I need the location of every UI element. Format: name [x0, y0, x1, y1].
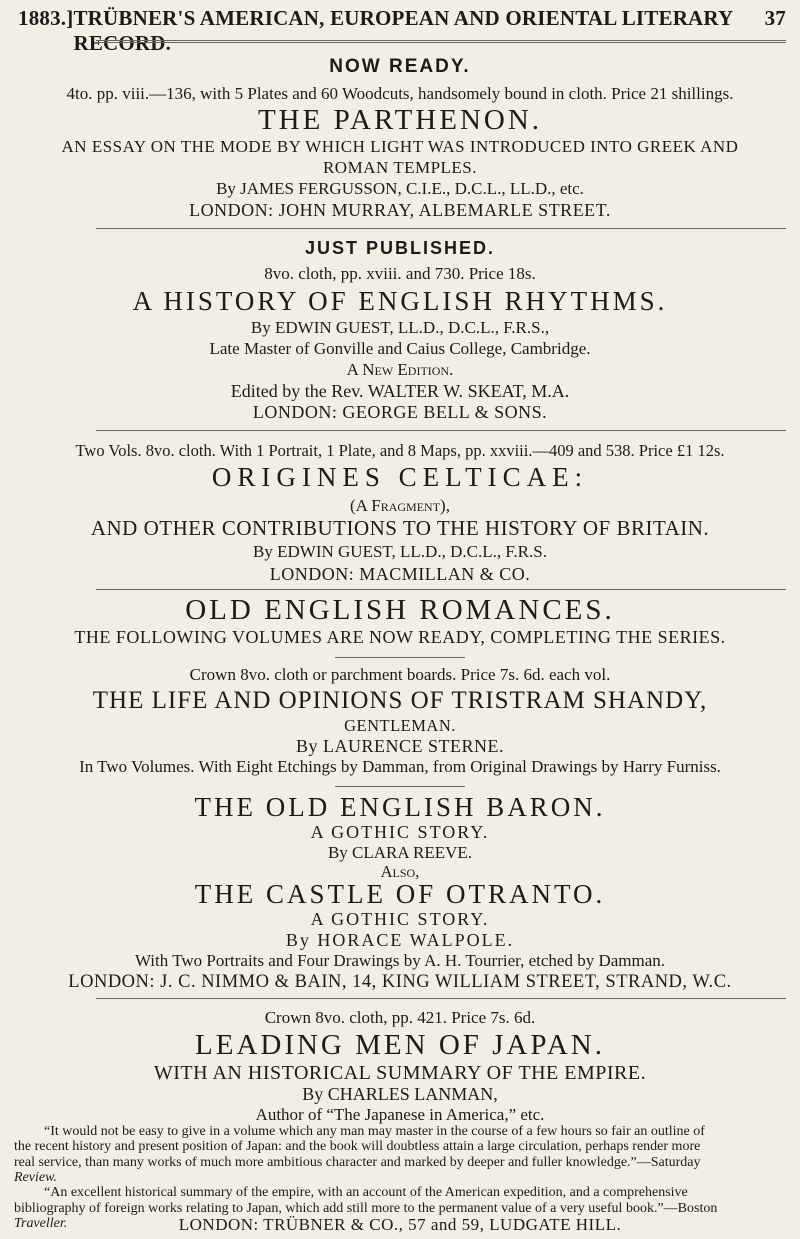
book2-subtitle: A GOTHIC STORY. [310, 822, 490, 842]
ad1-publisher: LONDON: JOHN MURRAY, ALBEMARLE STREET. [189, 200, 611, 220]
review-2-line-3: Traveller. [14, 1215, 68, 1231]
ad4-title: OLD ENGLISH ROMANCES. [185, 594, 615, 626]
book2-author: By CLARA REEVE. [327, 843, 473, 862]
ad3-subtitle-2: AND OTHER CONTRIBUTIONS TO THE HISTORY OF BRITAIN. [90, 516, 710, 540]
ad5-format: Crown 8vo. cloth, pp. 421. Price 7s. 6d. [264, 1008, 536, 1027]
review-1-line-3: real service, than many works of much more ambitious character and marked by deeper and fuller knowledge.”—Saturday [14, 1154, 701, 1170]
ad1-subtitle-1: AN ESSAY ON THE MODE BY WHICH LIGHT WAS INTRODUCED INTO GREEK AND [61, 137, 739, 156]
ad5-publisher: LONDON: TRÜBNER & CO., 57 and 59, LUDGATE HILL. [178, 1215, 622, 1234]
book1-author: By LAURENCE STERNE. [295, 736, 504, 756]
book2-title: THE OLD ENGLISH BARON. [194, 792, 606, 822]
book3-author: By HORACE WALPOLE. [285, 930, 515, 950]
divider [96, 228, 786, 229]
book1-note: In Two Volumes. With Eight Etchings by Damman, from Original Drawings by Harry Furniss. [79, 757, 721, 776]
header-date: 1883.] [18, 6, 74, 30]
ad1-subtitle-2: ROMAN TEMPLES. [322, 158, 478, 177]
ad5-title: LEADING MEN OF JAPAN. [195, 1029, 605, 1061]
running-head [18, 6, 786, 55]
header-journal-title: TRÜBNER'S AMERICAN, EUROPEAN AND ORIENTAL LITERARY RECORD. [73, 6, 733, 55]
review-2-line-1: “An excellent historical summary of the empire, with an account of the American expedition, and a comprehensive [44, 1185, 688, 1201]
divider [96, 430, 786, 431]
ad5-author-desc: Author of “The Japanese in America,” etc. [255, 1105, 545, 1124]
book1-subtitle: GENTLEMAN. [344, 716, 456, 735]
ad5-subtitle: WITH AN HISTORICAL SUMMARY OF THE EMPIRE. [153, 1062, 647, 1084]
ad1-author: By JAMES FERGUSSON, C.I.E., D.C.L., LL.D., etc. [216, 179, 584, 198]
ad4-subtitle: THE FOLLOWING VOLUMES ARE NOW READY, COMPLETING THE SERIES. [74, 627, 726, 647]
divider [96, 589, 786, 590]
ad4-publisher: LONDON: J. C. NIMMO & BAIN, 14, KING WILLIAM STREET, STRAND, W.C. [68, 972, 732, 992]
ad2-author: By EDWIN GUEST, LL.D., D.C.L., F.R.S., [250, 318, 550, 337]
ad2-edition: A New Edition. [346, 360, 454, 379]
ad2-banner: JUST PUBLISHED. [304, 238, 496, 258]
ad3-format: Two Vols. 8vo. cloth. With 1 Portrait, 1 Plate, and 8 Maps, pp. xxviii.—409 and 538. Price £1 12s. [75, 441, 725, 460]
divider [96, 998, 786, 999]
ad3-publisher: LONDON: MACMILLAN & CO. [269, 564, 531, 584]
ad2-publisher: LONDON: GEORGE BELL & SONS. [252, 402, 548, 422]
ad2-editor: Edited by the Rev. WALTER W. SKEAT, M.A. [230, 381, 570, 401]
ad1-title: THE PARTHENON. [257, 104, 543, 136]
also-label: Also, [380, 862, 420, 881]
review-1-line-1: “It would not be easy to give in a volume which any man may master in the course of a few hours so fair an outline of [44, 1124, 705, 1139]
book3-note: With Two Portraits and Four Drawings by A. H. Tourrier, etched by Damman. [134, 951, 666, 970]
ad2-format: 8vo. cloth, pp. xviii. and 730. Price 18s. [264, 264, 536, 283]
review-1-line-2: the recent history and present position of Japan: and the book will doubtless attain a large circulation, perhaps render more [14, 1139, 701, 1155]
book1-title: THE LIFE AND OPINIONS OF TRISTRAM SHANDY, [92, 687, 708, 714]
ad4-format: Crown 8vo. cloth or parchment boards. Price 7s. 6d. each vol. [189, 665, 611, 684]
ad2-author-desc: Late Master of Gonville and Caius College, Cambridge. [209, 339, 591, 358]
ad1-format: 4to. pp. viii.—136, with 5 Plates and 60 Woodcuts, handsomely bound in cloth. Price 21 shillings. [66, 84, 734, 103]
book3-subtitle: A GOTHIC STORY. [310, 909, 490, 929]
ad3-title: ORIGINES CELTICAE: [211, 462, 589, 492]
review-1-line-4: Review. [14, 1169, 57, 1185]
ad3-author: By EDWIN GUEST, LL.D., D.C.L., F.R.S. [253, 542, 547, 561]
header-rule [96, 40, 786, 43]
book3-title: THE CASTLE OF OTRANTO. [194, 879, 606, 909]
ad2-title: A HISTORY OF ENGLISH RHYTHMS. [132, 286, 668, 316]
header-page-number: 37 [764, 6, 786, 30]
short-divider [335, 657, 465, 658]
ad1-banner: NOW READY. [329, 56, 471, 77]
review-2-line-2: bibliography of foreign works relating to Japan, which add still more to the permanent value of a very useful book.”—Boston [14, 1200, 718, 1216]
short-divider [335, 786, 465, 787]
ad5-author: By CHARLES LANMAN, [302, 1084, 498, 1104]
ad3-subtitle-1: (A Fragment), [350, 496, 450, 515]
